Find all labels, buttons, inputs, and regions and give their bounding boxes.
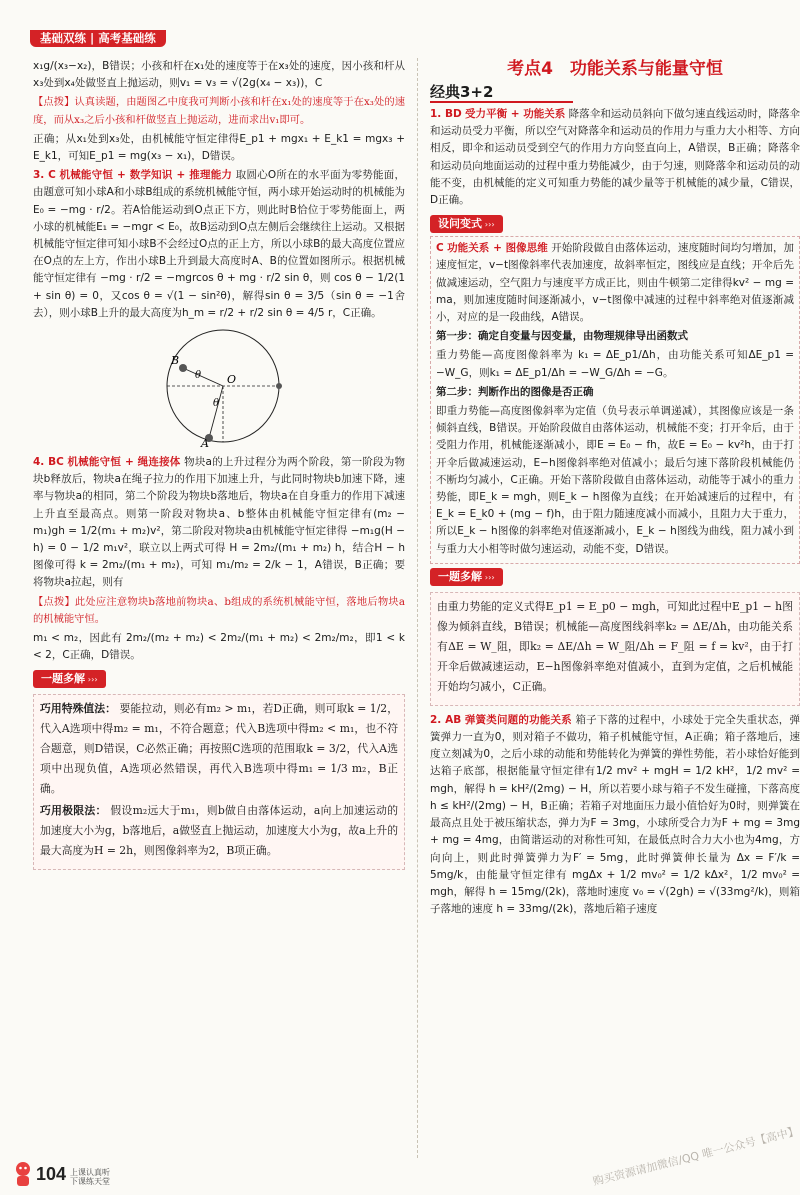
topic-tag: 受力平衡 + 功能关系 <box>465 108 566 120</box>
solution-text: 假设m₂远大于m₁，则b做自由落体运动，a向上加速运动的加速度大小为g，b落地后，a做竖直上抛运动，加速度大小为g，故a上升的最大高度为H = 2h，则图像斜率为2，B项正确。 <box>40 804 399 858</box>
answer-label: 1. BD <box>430 108 462 120</box>
watermark: 购买资源请加微信/QQ 唯一公众号【高中】 <box>591 1124 800 1189</box>
answer-label: C <box>436 242 444 255</box>
answer-text: 开始阶段做自由落体运动，速度随时间均匀增加，加速度恒定，v−t图像斜率代表加速度，故斜率恒定，图线应是直线；开伞后先做减速运动，空气阻力与速度平方成正比，则由牛顿第二定律得kv² − mg = ma，则加速度随时间逐渐减小，v−t图像中减速的过程中斜率绝对值逐渐减小，对应的是一段曲线，A错误。 <box>436 242 795 324</box>
mascot-icon <box>12 1160 34 1188</box>
variation-box <box>430 236 800 564</box>
solution-text: 由重力势能的定义式得E_p1 = E_p0 − mgh，可知此过程中E_p1 − h图像为倾斜直线，B错误；机械能—高度图线斜率k₂ = ΔE/Δh，由功能关系有ΔE = W_阻，即k₂ = ΔE/Δh = W_阻/Δh = F_阻 = f = kv²，由于打开伞后做减速运动，E−h图像斜率绝对值减小，直到为定值，之后机械能开始均匀减小，C正确。 <box>437 599 793 693</box>
step-1-text: 重力势能—高度图像斜率为 k₁ = ΔE_p1/Δh，由功能关系可知ΔE_p1 = −W_G，则k₁ = ΔE_p1/Δh = −W_G/Δh = −G。 <box>436 349 794 379</box>
section-title: 考点4 功能关系与能量守恒 <box>507 59 723 79</box>
answer-text: 箱子下落的过程中，小球处于完全失重状态，弹簧弹力一直为0，则对箱子不做功，箱子机械能守恒，A正确；箱子落地后，速度立刻减为0，之后小球的动能和势能转化为弹簧的弹性势能，若小球恰好能到达箱子底部，根据能量守恒定律有1/2 mv² + mgH = 1/2 kH²，1/2 mv² = mgh，解得 h = kH²/(2mg) − H，所以若要小球与箱子不发生碰撞，下落高度 h ≤ kH²/(2mg) − H，B正确；若箱子对地面压力最小值恰好为0时，则弹簧在最高点且处于被压缩状态，弹力为F = 3mg，小球所受合力为F + mg = 3mg + mg = 4mg，由简谐运动的对称性可知，在最低点时合力大小也为4mg，方向向上，则此时弹簧弹力为F′ = 5mg，此时弹簧伸长量为 Δx = F′/k = 5mg/k，由能量守恒定律有 mgΔx + 1/2 mv₀² = 1/2 kΔx²，1/2 mv₀² = mgh，解得 h = 15mg/(2k)，落地时速度 v₀ = √(2gh) = √(33mg²/k)，则箱子落地的速度 h = 33mg/(2k)，落地后箱子速度 <box>430 713 800 916</box>
solution-2 <box>40 801 398 861</box>
label-a: A <box>201 437 209 449</box>
topic-tag: 机械能守恒 + 数学知识 + 推理能力 <box>59 169 233 182</box>
page-number: 104 <box>36 1164 67 1184</box>
tip-note: 【点拨】认真读题，由题图乙中度我可判断小孩和杆在x₁处的速度等于在x₃处的速度，而从x₃之后小孩和杆做竖直上抛运动，进而求出v₁即可。 <box>33 96 405 126</box>
answer-label: 2. AB <box>430 713 462 726</box>
label-o: O <box>227 373 237 387</box>
multi-solution-box <box>430 592 800 706</box>
circle-figure <box>153 328 293 448</box>
solution-title: 巧用极限法： <box>40 804 107 818</box>
section-tab: 基础双练 | 高考基础练 <box>30 30 166 47</box>
footer-slogan <box>70 1168 110 1186</box>
answer-text: 取圆心O所在的水平面为零势能面，由题意可知小球A和小球B组成的系统机械能守恒，两小球开始运动时的机械能为E₀ = −mg · r/2。若A恰能运动到O点正下方，则此时B恰位于零势能面上，两小球的机械能E₁ = −mgr < E₀，故B运动到O点左侧后会继续往上运动。又根据机械能守恒定律可知小球B不会经过O点的正上方，所以小球B的最大高度位置应在O点的左上方，作出小球B上升到最大高度时A、B的位置如图所示。根据机械能守恒定律有 −mg · r/2 = −mgrcos θ + mg · r/2 sin θ，则 cos θ − 1/2(1 + sin θ) = 0，又cos θ = √(1 − sin²θ)，解得sin θ = 3/5（sin θ = −1舍去），则小球B上升的最大高度为h_m = r/2 + r/2 sin θ = 4/5 r，C正确。 <box>33 169 405 319</box>
solution-1 <box>40 699 398 799</box>
rod-ob <box>183 368 223 386</box>
variation-answer <box>436 240 794 326</box>
topic-tag: 功能关系 + 图像思维 <box>447 242 548 255</box>
step-2-title: 第二步：判断作出的图像是否正确 <box>436 385 594 398</box>
question-2 <box>430 712 800 918</box>
ball-right <box>276 383 282 389</box>
question-3 <box>33 167 405 322</box>
slogan-line: 上课认真听 <box>70 1168 110 1177</box>
answer-label: 3. C <box>33 169 56 182</box>
paragraph: x₁g/(x₃−x₂)，B错误；小孩和杆在x₁处的速度等于在x₃处的速度，因小孩和杆从x₃处到x₄处做竖直上抛运动，则v₁ = v₃ = √(2g(x₄ − x₃))，C <box>33 60 405 90</box>
paragraph: 正确；从x₁处到x₃处，由机械能守恒定律得E_p1 + mgx₁ + E_k1 = mgx₃ + E_k1，可知E_p1 = mg(x₃ − x₁)，D错误。 <box>33 132 405 163</box>
tip-note: 【点拨】此处应注意物块b落地前物块a、b组成的系统机械能守恒，落地后物块a的机械能守恒。 <box>33 595 405 625</box>
multi-solution-badge: 一题多解 ››› <box>33 670 106 688</box>
step-2-text: 即重力势能—高度图像斜率为定值（负号表示单调递减），其图像应该是一条倾斜直线，B错误。开始阶段做自由落体运动，机械能不变；打开伞后，由于受阻力作用，机械能逐渐减小，即E = E₀ − fh，故E = E₀ − kv²h，由于打开伞后做减速运动，E−h图像斜率绝对值减小；最后匀速下落阶段机械能仍不断均匀减小，C正确。开始下落阶段做自由落体运动，动能等于减小的重力势能，即E_k = mgh，则E_k − h图像为直线；在开始减速后的过程中，有E_k = E_k0 + (mg − f)h，由于阻力随速度减小而减小，且阻力大于重力，所以E_k − h图像的斜率绝对值逐渐减小，E_k − h图线为曲线，阻力减小到与重力大小相等时做匀速运动，动能不变，D错误。 <box>436 405 794 555</box>
step-1-title: 第一步：确定自变量与因变量，由物理规律导出函数式 <box>436 330 688 343</box>
multi-solution-badge: 一题多解 ››› <box>430 568 503 586</box>
column-divider <box>417 58 418 1158</box>
right-column <box>430 58 800 1173</box>
topic-tag: 机械能守恒 + 绳连接体 <box>67 456 181 469</box>
solution-title: 巧用特殊值法： <box>40 702 117 716</box>
ball-b <box>179 364 187 372</box>
slogan-line: 下课练天堂 <box>70 1177 110 1186</box>
question-1 <box>430 106 800 209</box>
page-header <box>0 0 800 45</box>
classic-heading: 经典3+2 <box>430 83 573 103</box>
question-4 <box>33 454 405 592</box>
rod-oa <box>209 386 223 438</box>
answer-text: 物块a的上升过程分为两个阶段，第一阶段为物块b释放后，物块a在绳子拉力的作用下加速上升，与此同时物块b加速下降，速率与物块a的相同，第二个阶段为物块b落地后，物块a在自身重力的作用下减速上升直至最高点。则第一阶段对物块a、b整体由机械能守恒定律有(m₂ − m₁)gh = 1/2(m₁ + m₂)v²，第二阶段对物块a由机械能守恒定律得 −m₁g(H − h) = 0 − 1/2 m₁v²，联立以上两式可得 H = 2m₂/(m₁ + m₂) h，结合H − h图像可得 k = 2m₂/(m₁ + m₂)，可知 m₁/m₂ = 2/k − 1，A错误，B正确；要将物块a拉起，则有 <box>33 456 405 589</box>
label-theta: θ <box>195 370 202 382</box>
answer-text: 降落伞和运动员斜向下做匀速直线运动时，降落伞和运动员受力平衡，所以空气对降落伞和运动员的作用力与重力大小相等、方向相反，即伞和运动员受到空气的作用力方向竖直向上，A错误，B正确；降落伞和运动员向地面运动的过程中重力势能减少，由于匀速，则降落伞和运动员的动能不变，由机械能的定义可知重力势能的减少量等于机械能的减少量，C错误，D正确。 <box>430 108 800 207</box>
answer-label: 4. BC <box>33 456 64 469</box>
multi-solution-box <box>33 694 405 870</box>
label-theta: θ <box>213 398 220 410</box>
left-column <box>33 58 405 1173</box>
topic-tag: 弹簧类问题的功能关系 <box>464 713 572 726</box>
variation-badge: 设问变式 ››› <box>430 215 503 233</box>
label-b: B <box>171 354 180 368</box>
solution-text: 要能拉动，则必有m₂ > m₁，若D正确，则可取k = 1/2，代入A选项中得m₂ = m₁，不符合题意；代入B选项中得m₂ < m₁，也不符合题意，则D错误，C必然正确；再按照C选项的范围取k = 3/2，代入A选项中出现负值，A选项必然错误，再代入B选项中得m₁ = 1/3 m₂，B正确。 <box>40 702 399 796</box>
paragraph: m₁ < m₂，因此有 2m₂/(m₂ + m₂) < 2m₂/(m₁ + m₂) < 2m₂/m₂，即1 < k < 2，C正确，D错误。 <box>33 632 405 662</box>
